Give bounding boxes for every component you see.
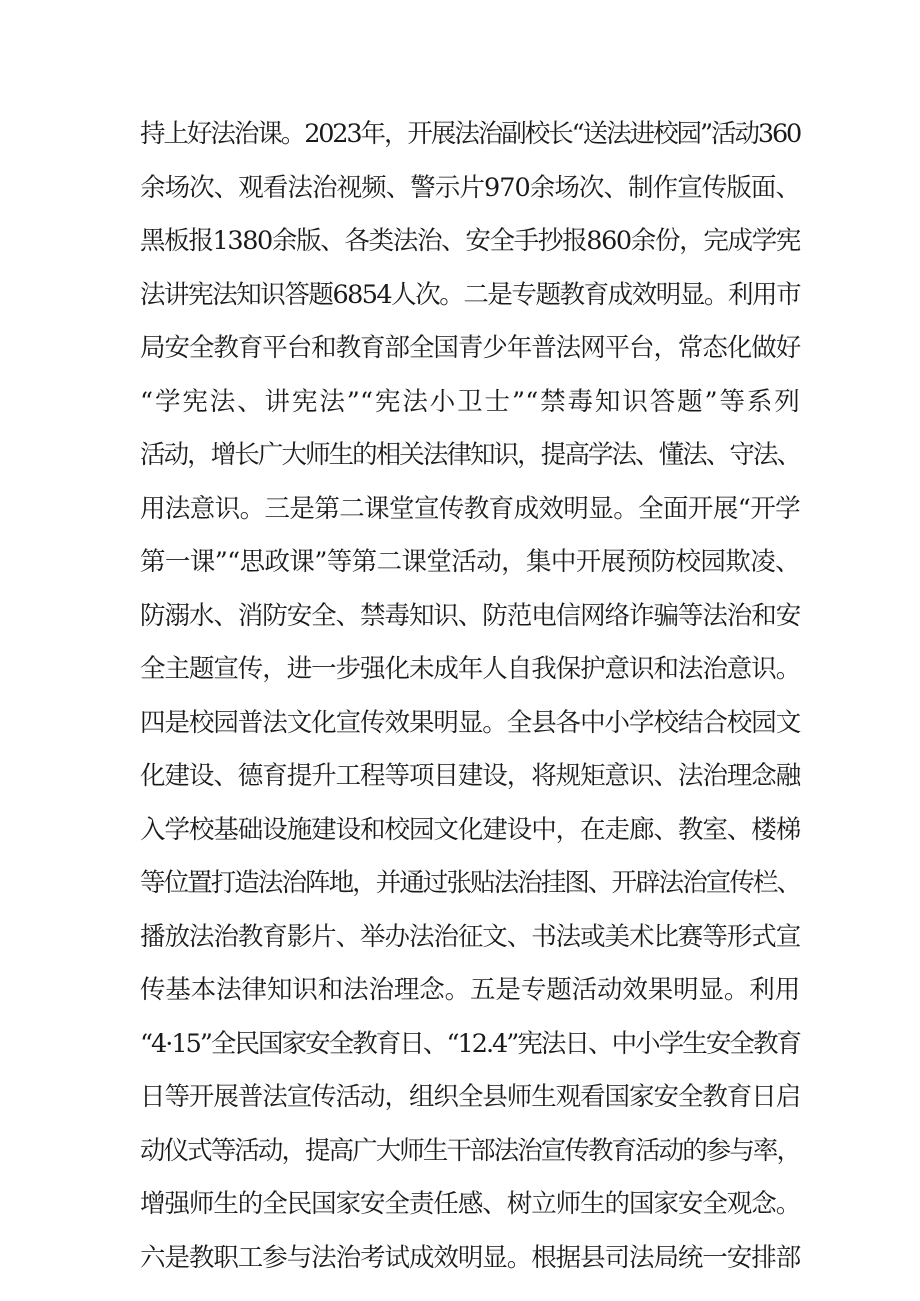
text-line: 用法意识。三是第二课堂宣传教育成效明显。全面开展“开学 (140, 493, 800, 524)
text-line: 活动，增长广大师生的相关法律知识，提高学法、懂法、守法、 (140, 440, 800, 470)
text-line: 持上好法治课。2023年，开展法治副校长“送法进校园”活动360 (140, 119, 800, 149)
body-text (140, 108, 800, 1285)
text-line: “4·15”全民国家安全教育日、“12.4”宪法日、中小学生安全教育 (140, 1028, 800, 1059)
text-line: 传基本法律知识和法治理念。五是专题活动效果明显。利用 (140, 975, 800, 1005)
text-line: 局安全教育平台和教育部全国青少年普法网平台，常态化做好 (140, 333, 800, 363)
text-line: 防溺水、消防安全、禁毒知识、防范电信网络诈骗等法治和安 (140, 600, 800, 631)
text-line: 余场次、观看法治视频、警示片970余场次、制作宣传版面、 (140, 172, 800, 203)
text-line: “学宪法、讲宪法”“宪法小卫士”“禁毒知识答题”等系列 (140, 386, 800, 417)
text-line: 黑板报1380余版、各类法治、安全手抄报860余份，完成学宪 (140, 226, 800, 256)
text-line: 日等开展普法宣传活动，组织全县师生观看国家安全教育日启 (140, 1082, 800, 1112)
text-line: 增强师生的全民国家安全责任感、树立师生的国家安全观念。 (140, 1189, 800, 1219)
text-line: 入学校基础设施建设和校园文化建设中，在走廊、教室、楼梯 (140, 814, 800, 845)
text-line: 播放法治教育影片、举办法治征文、书法或美术比赛等形式宣 (140, 921, 800, 952)
text-line: 全主题宣传，进一步强化未成年人自我保护意识和法治意识。 (140, 654, 800, 684)
text-line: 化建设、德育提升工程等项目建设，将规矩意识、法治理念融 (140, 761, 800, 791)
text-line: 第一课”“思政课”等第二课堂活动，集中开展预防校园欺凌、 (140, 547, 800, 577)
text-line: 动仪式等活动，提高广大师生干部法治宣传教育活动的参与率， (140, 1135, 800, 1166)
text-line: 法讲宪法知识答题6854人次。二是专题教育成效明显。利用市 (140, 279, 800, 310)
text-line: 六是教职工参与法治考试成效明显。根据县司法局统一安排部 (140, 1242, 800, 1273)
text-line: 四是校园普法文化宣传效果明显。全县各中小学校结合校园文 (140, 707, 800, 738)
text-line: 等位置打造法治阵地，并通过张贴法治挂图、开辟法治宣传栏、 (140, 868, 800, 898)
